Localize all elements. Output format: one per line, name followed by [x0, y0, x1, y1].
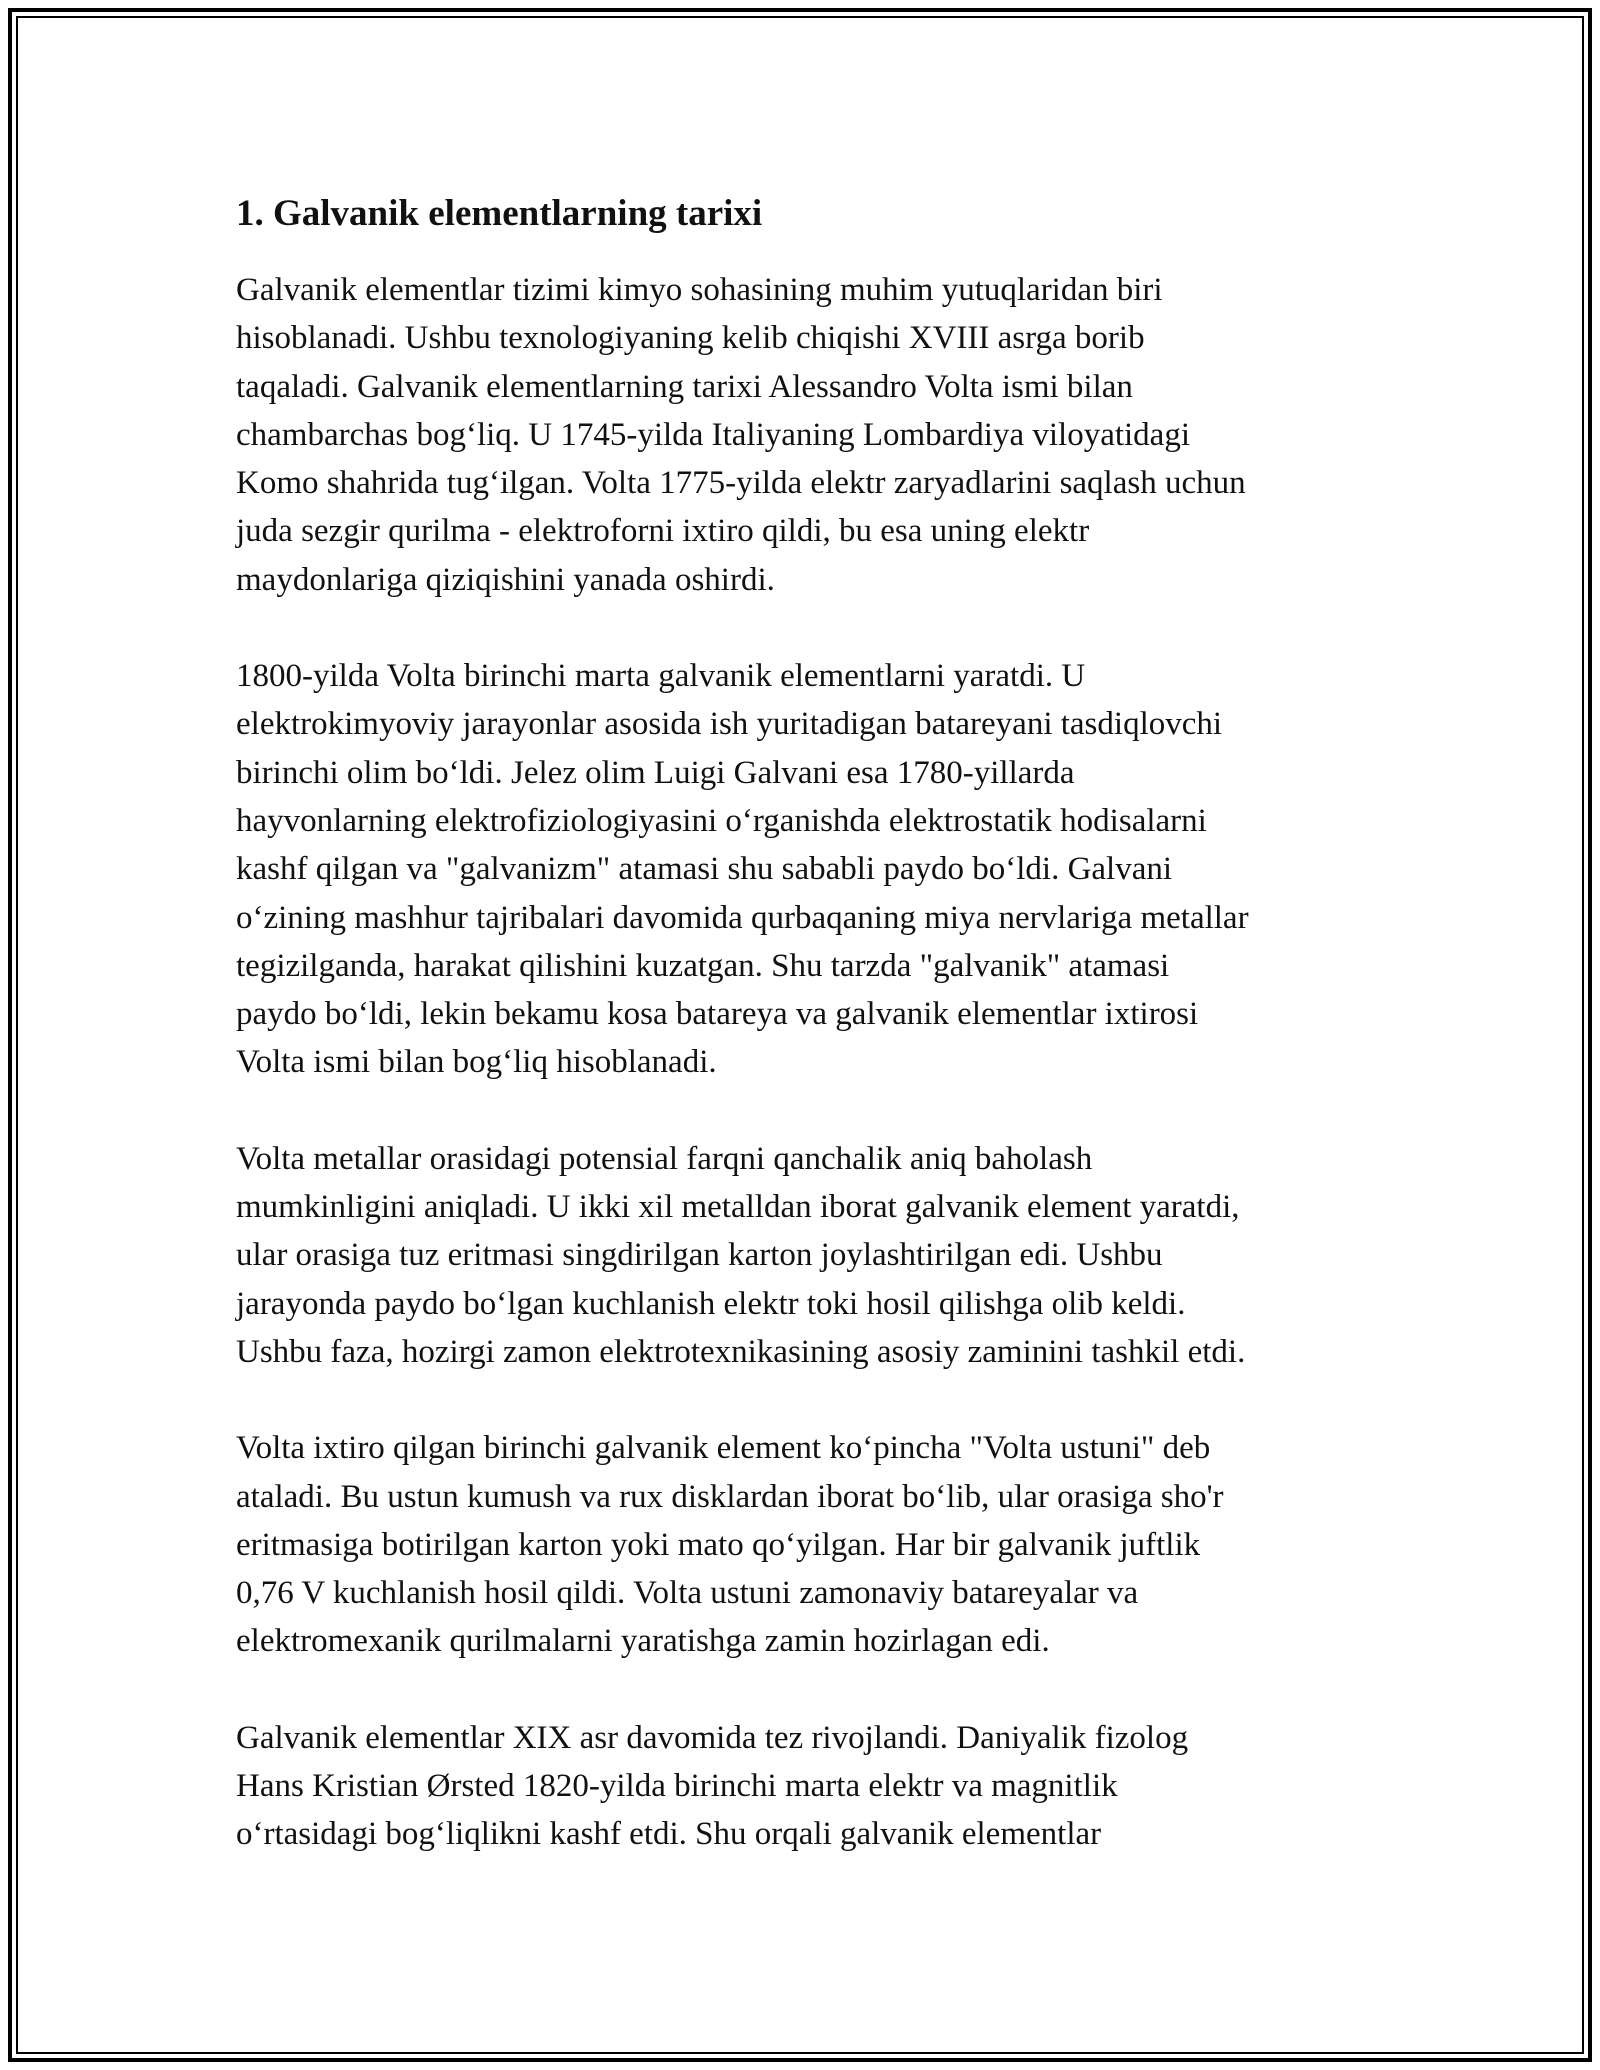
document-body — [236, 186, 1386, 1907]
text-line: hayvonlarning elektrofiziologiyasini o‘rganishda elektrostatik hodisalarni — [236, 802, 1207, 839]
text-line: hisoblanadi. Ushbu texnologiyaning kelib chiqishi XVIII asrga borib — [236, 320, 1145, 357]
text-line: Komo shahrida tug‘ilgan. Volta 1775-yilda elektr zaryadlarini saqlash uchun — [236, 465, 1246, 502]
text-line: taqaladi. Galvanik elementlarning tarixi Alessandro Volta ismi bilan — [236, 368, 1133, 405]
text-line: maydonlariga qiziqishini yanada oshirdi. — [236, 561, 775, 598]
text-line: Galvanik elementlar XIX asr davomida tez rivojlandi. Daniyalik fizolog — [236, 1719, 1189, 1756]
paragraph-5 — [236, 1714, 1386, 1859]
text-line: 0,76 V kuchlanish hosil qildi. Volta ustuni zamonaviy batareyalar va — [236, 1575, 1139, 1612]
text-line: Galvanik elementlar tizimi kimyo sohasining muhim yutuqlaridan biri — [236, 272, 1163, 308]
paragraph-4 — [236, 1424, 1386, 1665]
text-line: mumkinligini aniqladi. U ikki xil metalldan iborat galvanik element yaratdi, — [236, 1189, 1240, 1226]
text-line: paydo bo‘ldi, lekin bekamu kosa batareya va galvanik elementlar ixtirosi — [236, 996, 1199, 1033]
text-line: Volta ixtiro qilgan birinchi galvanik element ko‘pincha "Volta ustuni" deb — [236, 1430, 1211, 1467]
paragraph-2 — [236, 652, 1386, 1087]
paragraph-1 — [236, 266, 1386, 604]
text-line: Volta ismi bilan bog‘liq hisoblanadi. — [236, 1044, 717, 1081]
section-heading: 1. Galvanik elementlarning tarixi — [236, 193, 763, 234]
text-line: tegizilganda, harakat qilishini kuzatgan. Shu tarzda "galvanik" atamasi — [236, 947, 1170, 984]
text-line: juda sezgir qurilma - elektroforni ixtiro qildi, bu esa uning elektr — [236, 513, 1090, 550]
text-line: ataladi. Bu ustun kumush va rux disklardan iborat bo‘lib, ular orasiga sho'r — [236, 1478, 1224, 1515]
text-line: chambarchas bog‘liq. U 1745-yilda Italiyaning Lombardiya viloyatidagi — [236, 416, 1190, 453]
text-line: 1800-yilda Volta birinchi marta galvanik elementlarni yaratdi. U — [236, 658, 1086, 695]
text-line: birinchi olim bo‘ldi. Jelez olim Luigi Galvani esa 1780-yillarda — [236, 754, 1075, 791]
text-line: o‘zining mashhur tajribalari davomida qurbaqaning miya nervlariga metallar — [236, 899, 1249, 936]
text-line: eritmasiga botirilgan karton yoki mato qo‘yilgan. Har bir galvanik juftlik — [236, 1526, 1201, 1563]
text-line: kashf qilgan va "galvanizm" atamasi shu sababli paydo bo‘ldi. Galvani — [236, 851, 1173, 888]
text-line: elektrokimyoviy jarayonlar asosida ish yuritadigan batareyani tasdiqlovchi — [236, 706, 1223, 743]
text-line: Volta metallar orasidagi potensial farqni qanchalik aniq baholash — [236, 1140, 1093, 1177]
text-line: Hans Kristian Ørsted 1820-yilda birinchi marta elektr va magnitlik — [236, 1768, 1118, 1805]
text-line: Ushbu faza, hozirgi zamon elektrotexnikasining asosiy zaminini tashkil etdi. — [236, 1333, 1246, 1370]
text-line: o‘rtasidagi bog‘liqlikni kashf etdi. Shu orqali galvanik elementlar — [236, 1816, 1102, 1853]
text-line: elektromexanik qurilmalarni yaratishga zamin hozirlagan edi. — [236, 1623, 1050, 1660]
text-line: ular orasiga tuz eritmasi singdirilgan karton joylashtirilgan edi. Ushbu — [236, 1237, 1163, 1274]
paragraphs-container — [236, 266, 1386, 1859]
text-line: jarayonda paydo bo‘lgan kuchlanish elektr toki hosil qilishga olib keldi. — [236, 1285, 1186, 1322]
paragraph-3 — [236, 1135, 1386, 1376]
